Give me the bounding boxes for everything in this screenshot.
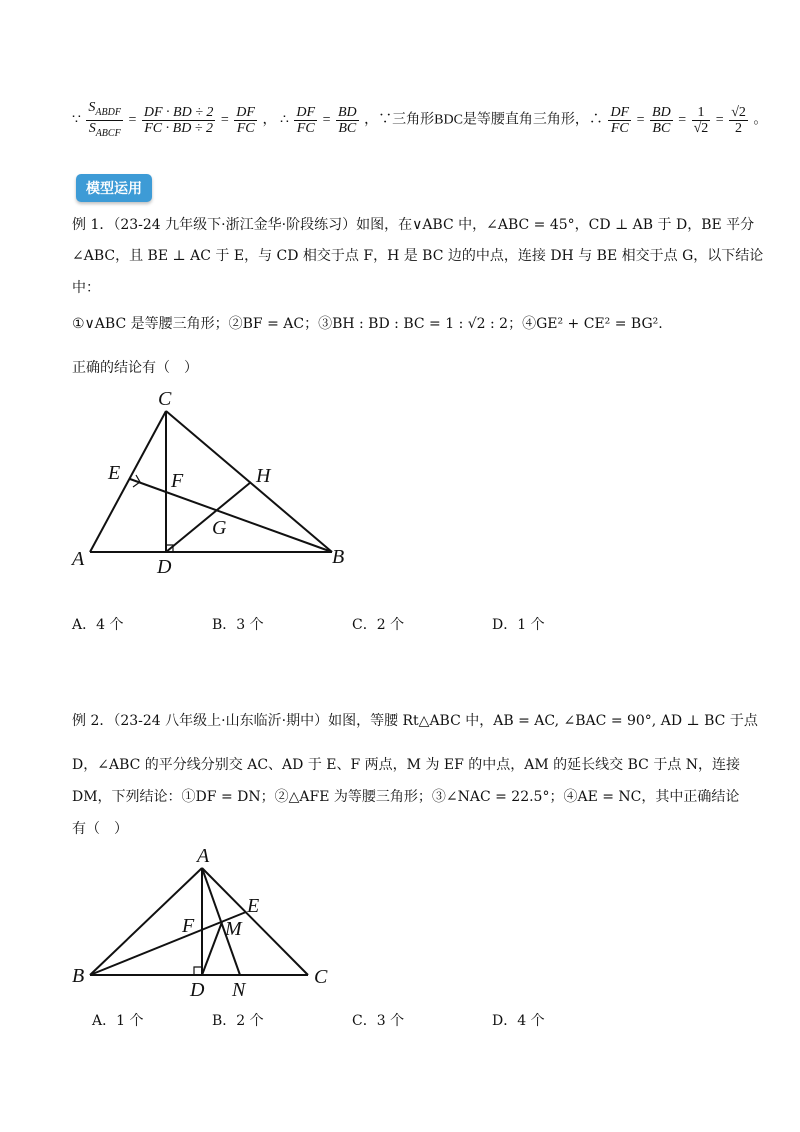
ex2-seg-dm <box>202 922 222 975</box>
ex1-option-c[interactable]: C．2 个 <box>352 617 405 633</box>
f3-den: FC <box>296 120 315 136</box>
ex2-option-b[interactable]: B．2 个 <box>212 1013 264 1029</box>
s-num-sub: ABDF <box>95 106 121 118</box>
ex2-label-m: M <box>225 918 242 940</box>
ex1-line4: ①∨ABC 是等腰三角形；②BF = AC；③BH : BD : BC = 1 : √2 : 2；④GE² + CE² = BG². <box>72 316 663 332</box>
f7-num: 1 <box>692 105 711 121</box>
eq-6: = <box>715 112 724 128</box>
ex1-label-f: F <box>171 470 184 492</box>
ex1-label-e: E <box>108 462 121 484</box>
eq-2: = <box>220 112 229 128</box>
ex1-figure <box>60 385 380 575</box>
f3-num: DF <box>296 104 316 120</box>
ex2-label-e: E <box>247 895 260 917</box>
ex2-line3: DM，下列结论：①DF = DN；②△AFE 为等腰三角形；③∠NAC = 22.5°；④AE = NC，其中正确结论 <box>72 789 740 805</box>
ex2-label-d: D <box>190 979 205 1001</box>
isosceles-right-text: ，∵三角形BDC是等腰直角三角形，∴ <box>364 112 603 128</box>
ex2-side-ac <box>202 868 308 975</box>
eq-3: = <box>322 112 331 128</box>
f2-num: DF <box>236 104 255 120</box>
ex2-figure <box>60 842 350 1002</box>
ex1-side-ac <box>90 411 166 552</box>
ex1-option-d[interactable]: D．1 个 <box>492 617 545 633</box>
ex2-label-a: A <box>197 845 210 867</box>
ex1-line1: 例 1．（23-24 九年级下·浙江金华·阶段练习）如图，在∨ABC 中，∠ABC = 45°，CD ⊥ AB 于 D，BE 平分 <box>72 217 755 233</box>
ex1-option-b[interactable]: B．3 个 <box>212 617 264 633</box>
ex1-label-d: D <box>157 556 172 575</box>
f8-num: √2 <box>731 104 746 120</box>
s-num: S <box>88 100 96 115</box>
ex2-option-c[interactable]: C．3 个 <box>352 1013 405 1029</box>
ex1-option-a[interactable]: A．4 个 <box>72 617 124 633</box>
f1-num: DF · BD ÷ 2 <box>143 104 214 120</box>
f6-num: BD <box>652 104 671 120</box>
ex2-label-b: B <box>72 965 85 987</box>
f4-den: BC <box>338 120 357 136</box>
ex2-option-d[interactable]: D．4 个 <box>492 1013 545 1029</box>
ex2-option-a[interactable]: A．1 个 <box>92 1013 144 1029</box>
section-badge: 模型运用 <box>76 174 152 202</box>
ex1-line2: ∠ABC，且 BE ⊥ AC 于 E，与 CD 相交于点 F，H 是 BC 边的中点，连接 DH 与 BE 相交于点 G，以下结论 <box>72 248 764 264</box>
ex2-label-n: N <box>232 979 246 1001</box>
ex2-seg-be <box>90 912 246 975</box>
comma: ， <box>262 112 277 128</box>
ex1-seg-dh <box>166 482 251 552</box>
ex2-line1: 例 2．（23-24 八年级上·山东临沂·期中）如图，等腰 Rt△ABC 中，AB = AC, ∠BAC = 90°, AD ⊥ BC 于点 <box>72 713 758 729</box>
end-mark: 。 <box>753 112 768 128</box>
therefore-symbol: ∴ <box>279 112 289 128</box>
f2-den: FC <box>236 120 255 136</box>
f8-den: 2 <box>735 120 743 136</box>
f6-den: BC <box>652 120 671 136</box>
eq-5: = <box>678 112 687 128</box>
ex1-label-a: A <box>72 548 85 570</box>
area-ratio-fraction <box>86 100 123 141</box>
ex2-label-c: C <box>314 966 328 988</box>
ex1-label-h: H <box>256 465 271 487</box>
because-symbol: ∵ <box>72 112 81 128</box>
top-formula <box>72 100 767 141</box>
f4-num: BD <box>337 104 357 120</box>
ex1-line3: 中： <box>72 280 100 296</box>
ex1-label-g: G <box>212 517 227 539</box>
ex2-line4: 有（ ） <box>72 821 128 837</box>
ex2-label-f: F <box>182 915 195 937</box>
f5-den: FC <box>610 120 629 136</box>
ex2-right-angle-d <box>194 967 202 975</box>
ex1-label-b: B <box>332 546 345 568</box>
ex1-seg-be <box>130 479 332 552</box>
eq-1: = <box>128 112 137 128</box>
f1-den: FC · BD ÷ 2 <box>144 120 213 136</box>
s-den: S <box>88 120 96 136</box>
f5-num: DF <box>610 104 630 120</box>
s-den-sub: ABCF <box>95 127 121 139</box>
ex1-label-c: C <box>158 388 172 410</box>
ex2-line2: D，∠ABC 的平分线分别交 AC、AD 于 E、F 两点，M 为 EF 的中点，AM 的延长线交 BC 于点 N，连接 <box>72 757 741 773</box>
ex1-question: 正确的结论有（ ） <box>72 360 198 376</box>
eq-4: = <box>636 112 645 128</box>
f7-den: √2 <box>693 120 709 136</box>
